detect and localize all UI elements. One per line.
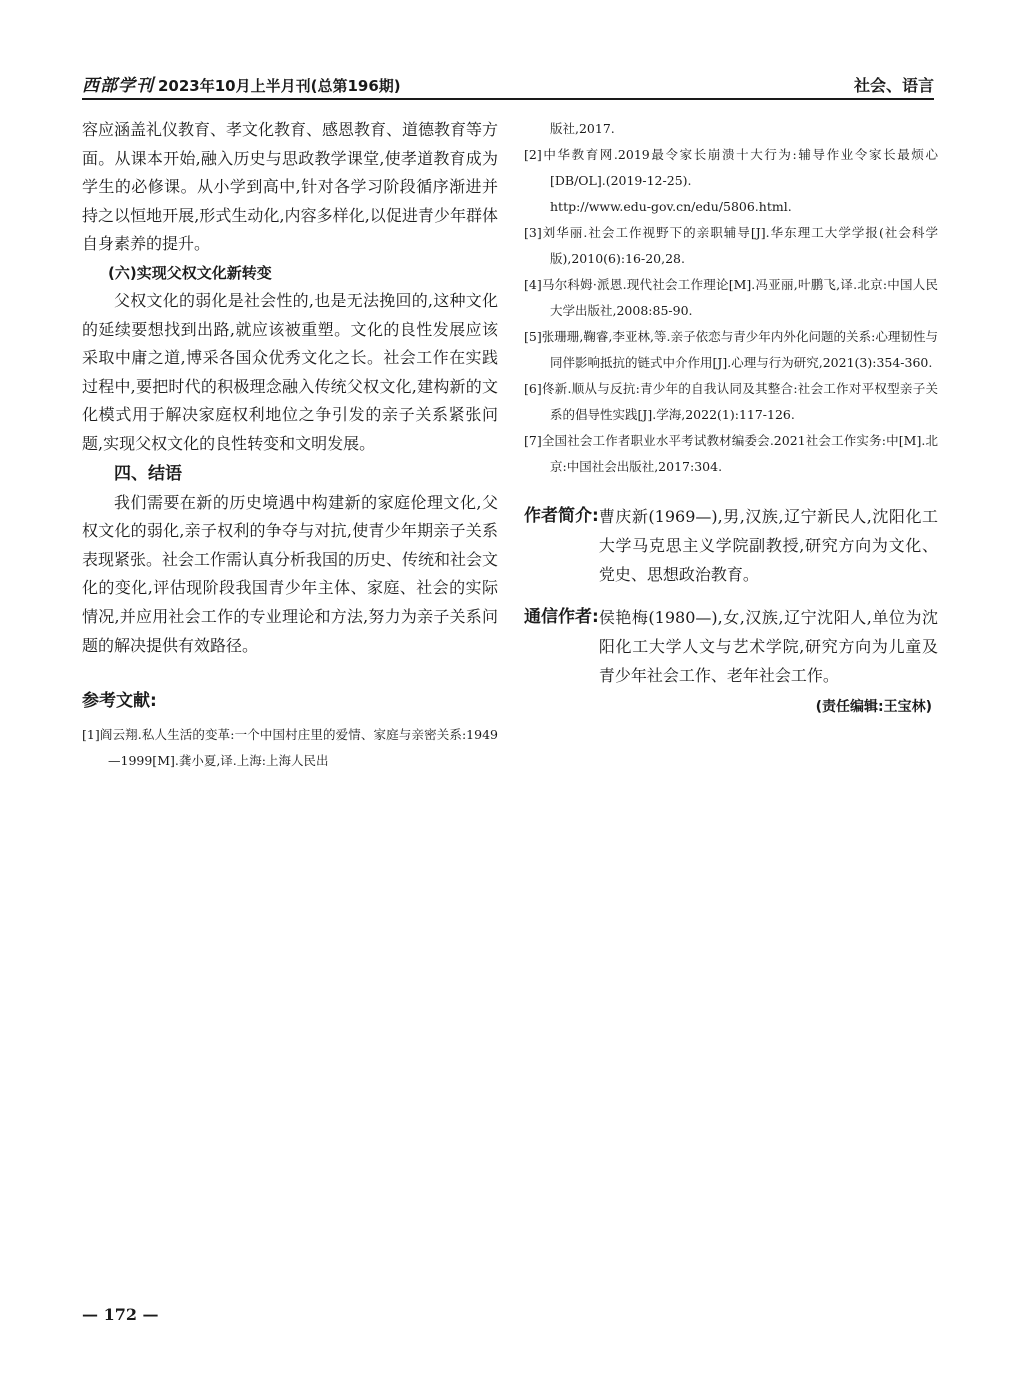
- journal-logo: 西部学刊: [82, 76, 154, 96]
- reference-2-url: http://www.edu-gov.cn/edu/5806.html.: [550, 199, 792, 214]
- section-name: 社会、语言: [853, 76, 934, 95]
- reference-4: [4]马尔科姆·派恩.现代社会工作理论[M].冯亚丽,叶鹏飞,译.北京:中国人民大学出版社,2008:85-90.: [524, 277, 938, 318]
- left-column: [82, 116, 498, 774]
- reference-3: [3]刘华丽.社会工作视野下的亲职辅导[J].华东理工大学学报(社会科学版),2010(6):16-20,28.: [524, 225, 938, 266]
- reference-1: [1]阎云翔.私人生活的变革:一个中国村庄里的爱情、家庭与亲密关系:1949—1999[M].龚小夏,译.上海:上海人民出: [82, 727, 498, 769]
- corresponding-text: 侯艳梅(1980—),女,汉族,辽宁沈阳人,单位为沈阳化工大学人文与艺术学院,研究方向为儿童及青少年社会工作、老年社会工作。: [598, 608, 938, 685]
- references-title: 参考文献:: [82, 691, 157, 712]
- page-header: [82, 72, 934, 100]
- paragraph-1: 容应涵盖礼仪教育、孝文化教育、感恩教育、道德教育等方面。从课本开始,融入历史与思政教学课堂,使孝道教育成为学生的必修课。从小学到高中,针对各学习阶段循序渐进并持之以恒地开展,形式生动化,内容多样化,以促进青少年群体自身素养的提升。: [82, 120, 499, 254]
- corresponding-author: [524, 603, 938, 690]
- corresponding-label: 通信作者:: [524, 607, 599, 627]
- issue-info: 2023年10月上半月刊(总第196期): [158, 77, 401, 95]
- author-text: 曹庆新(1969—),男,汉族,辽宁新民人,沈阳化工大学马克思主义学院副教授,研究方向为文化、党史、思想政治教育。: [598, 507, 938, 584]
- reference-7: [7]全国社会工作者职业水平考试教材编委会.2021社会工作实务:中[M].北京:中国社会出版社,2017:304.: [524, 433, 938, 474]
- right-column: [524, 116, 938, 720]
- reference-1-continued: 版社,2017.: [550, 121, 615, 136]
- paragraph-2: 父权文化的弱化是社会性的,也是无法挽回的,这种文化的延续要想找到出路,就应该被重塑。文化的良性发展应该采取中庸之道,博采各国众优秀文化之长。社会工作在实践过程中,要把时代的积极理念融入传统父权文化,建构新的文化模式用于解决家庭权利地位之争引发的亲子关系紧张问题,实现父权文化的良性转变和文明发展。: [82, 290, 498, 453]
- reference-2: [2]中华教育网.2019最令家长崩溃十大行为:辅导作业令家长最烦心[DB/OL].(2019-12-25).: [524, 147, 938, 188]
- section-heading-conclusion: 四、结语: [114, 463, 182, 484]
- responsible-editor: (责任编辑:王宝林): [815, 699, 932, 715]
- page-number: — 172 —: [82, 1305, 159, 1324]
- subheading-6: (六)实现父权文化新转变: [108, 263, 272, 282]
- paragraph-3: 我们需要在新的历史境遇中构建新的家庭伦理文化,父权文化的弱化,亲子权利的争夺与对抗,使青少年期亲子关系表现紧张。社会工作需认真分析我国的历史、传统和社会文化的变化,评估现阶段我国青少年主体、家庭、社会的实际情况,并应用社会工作的专业理论和方法,努力为亲子关系问题的解决提供有效路径。: [82, 492, 499, 655]
- author-label: 作者简介:: [524, 506, 599, 526]
- reference-6: [6]佟新.顺从与反抗:青少年的自我认同及其整合:社会工作对平权型亲子关系的倡导性实践[J].学海,2022(1):117-126.: [524, 381, 938, 422]
- header-left: [82, 74, 401, 98]
- author-bio: [524, 502, 938, 589]
- reference-5: [5]张珊珊,鞠睿,李亚林,等.亲子依恋与青少年内外化问题的关系:心理韧性与同伴影响抵抗的链式中介作用[J].心理与行为研究,2021(3):354-360.: [524, 329, 938, 370]
